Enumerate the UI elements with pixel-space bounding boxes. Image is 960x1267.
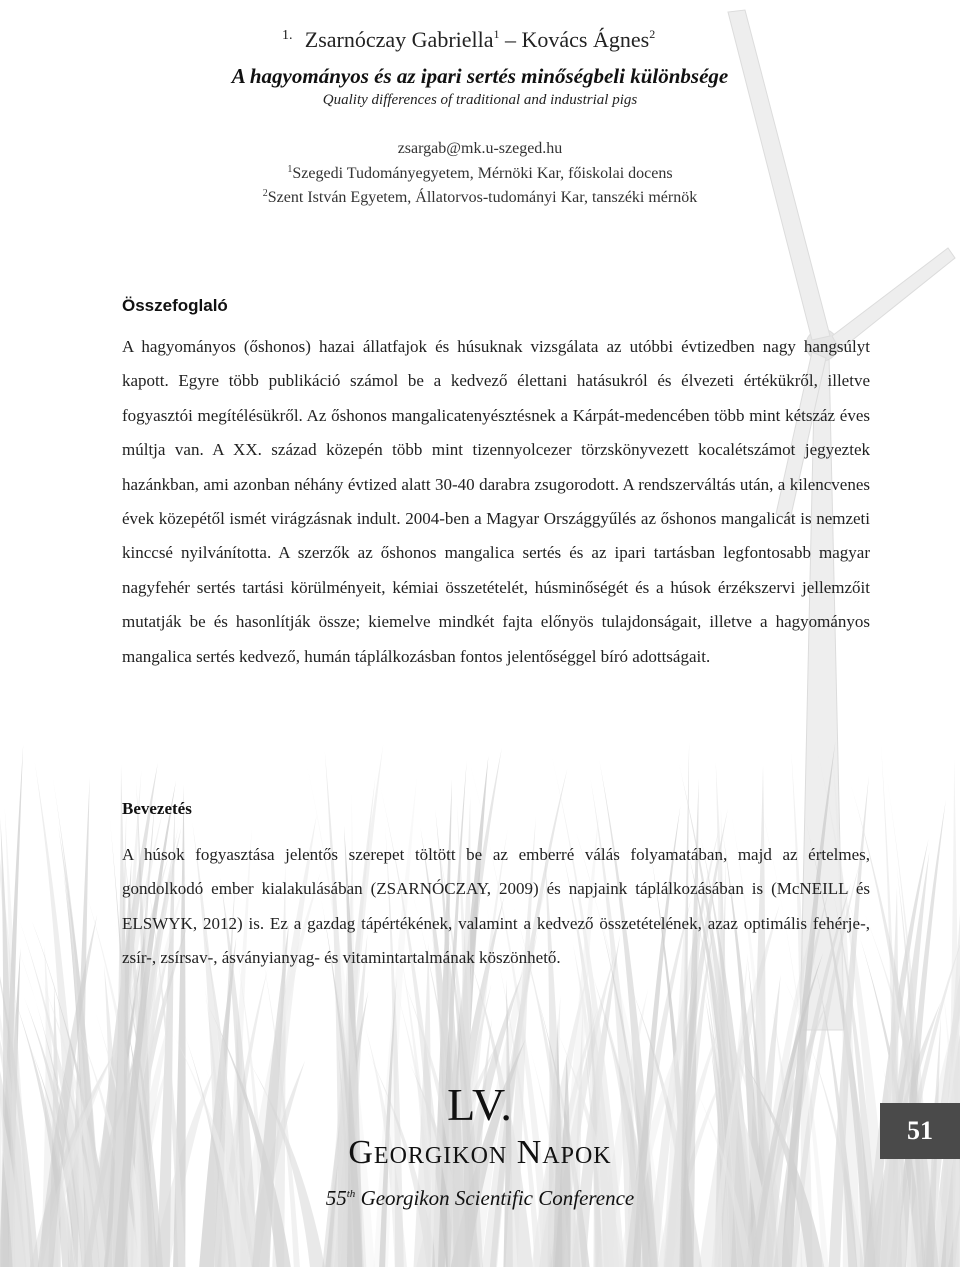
conference-name: Georgikon Napok xyxy=(348,1134,612,1171)
page-number: 51 xyxy=(907,1116,933,1145)
author-separator: – xyxy=(499,27,522,52)
introduction-paragraph: A húsok fogyasztása jelentős szerepet töltött be az emberré válás folyamatában, majd az értelmes, gondolkodó ember kialakulásában (ZSARNÓCZAY, 2009) és napjaink táplálkozásában is (McNEILL és ELSWYK, 2012) is. Ez a gazdag tápértékének, valamint a kedvező összetételének, azaz optimális fehérje-, zsír-, zsírsav-, ásványianyag- és vitamintartalmának köszönhető. xyxy=(122,845,870,968)
author-line xyxy=(0,27,960,53)
affiliation-2 xyxy=(0,188,960,207)
conference-subtitle xyxy=(0,1186,960,1211)
affiliation-marker: 1 xyxy=(493,27,500,41)
affiliation-text: Szegedi Tudományegyetem, Mérnöki Kar, főiskolai docens xyxy=(292,165,673,182)
abstract-heading: Összefoglaló xyxy=(122,296,228,315)
abstract-paragraph: A hagyományos (őshonos) hazai állatfajok és húsuknak vizsgálata az utóbbi évtizedben nagy hangsúlyt kapott. Egyre több publikáció számol be a kedvező élettani hatásukról és élvezeti értékükről, illetve fogyasztói megítélésükről. Az őshonos mangalicatenyésztésnek a Kárpát-medencében több mint kétszáz éves múltja van. A XX. század közepén több mint tizennyolcezer törzskönyvezett kocalétszámot jegyeztek hazánkban, ami azonban néhány évtized alatt 30-40 darabra zsugorodott. A rendszerváltás után, a kilencvenes évek közepétől ismét virágzásnak indult. 2004-ben a Magyar Országgyűlés az őshonos mangalicát is nemzeti kinccsé nyilvánította. A szerzők az őshonos mangalica sertés és az ipari tartásban legfontosabb magyar nagyfehér sertés tartási körülményeit, kémiai összetételét, húsminőségét és a húsok érzékszervi jellemzőit mutatják be és hasonlítják össze; kiemelve mindkét fajta előnyös tulajdonságait, illetve a hagyományos mangalica sertés kedvező, humán táplálkozásban fontos jelentőséggel bíró adottságait. xyxy=(122,337,870,666)
affiliation-marker: 2 xyxy=(649,27,656,41)
author-name: Kovács Ágnes xyxy=(521,27,650,52)
affiliation-1 xyxy=(0,164,960,183)
paper-title: A hagyományos és az ipari sertés minőségbeli különbsége xyxy=(231,64,729,88)
paper-subtitle: Quality differences of traditional and industrial pigs xyxy=(322,92,638,108)
conference-number: 55 xyxy=(325,1186,347,1210)
author-name: Zsarnóczay Gabriella xyxy=(304,27,494,52)
author-email: zsargab@mk.u-szeged.hu xyxy=(397,140,563,157)
conference-edition: LV. xyxy=(447,1079,513,1130)
affiliation-text: Szent István Egyetem, Állatorvos-tudományi Kar, tanszéki mérnök xyxy=(267,189,698,206)
conference-subtitle-text: Georgikon Scientific Conference xyxy=(355,1186,635,1210)
section-number: 1. xyxy=(282,28,293,43)
affiliation-marker: 2 xyxy=(262,188,268,199)
page-number-box xyxy=(880,1103,960,1159)
introduction-heading: Bevezetés xyxy=(122,799,192,818)
affiliation-marker: 1 xyxy=(287,164,293,175)
ordinal-suffix: th xyxy=(346,1188,356,1200)
